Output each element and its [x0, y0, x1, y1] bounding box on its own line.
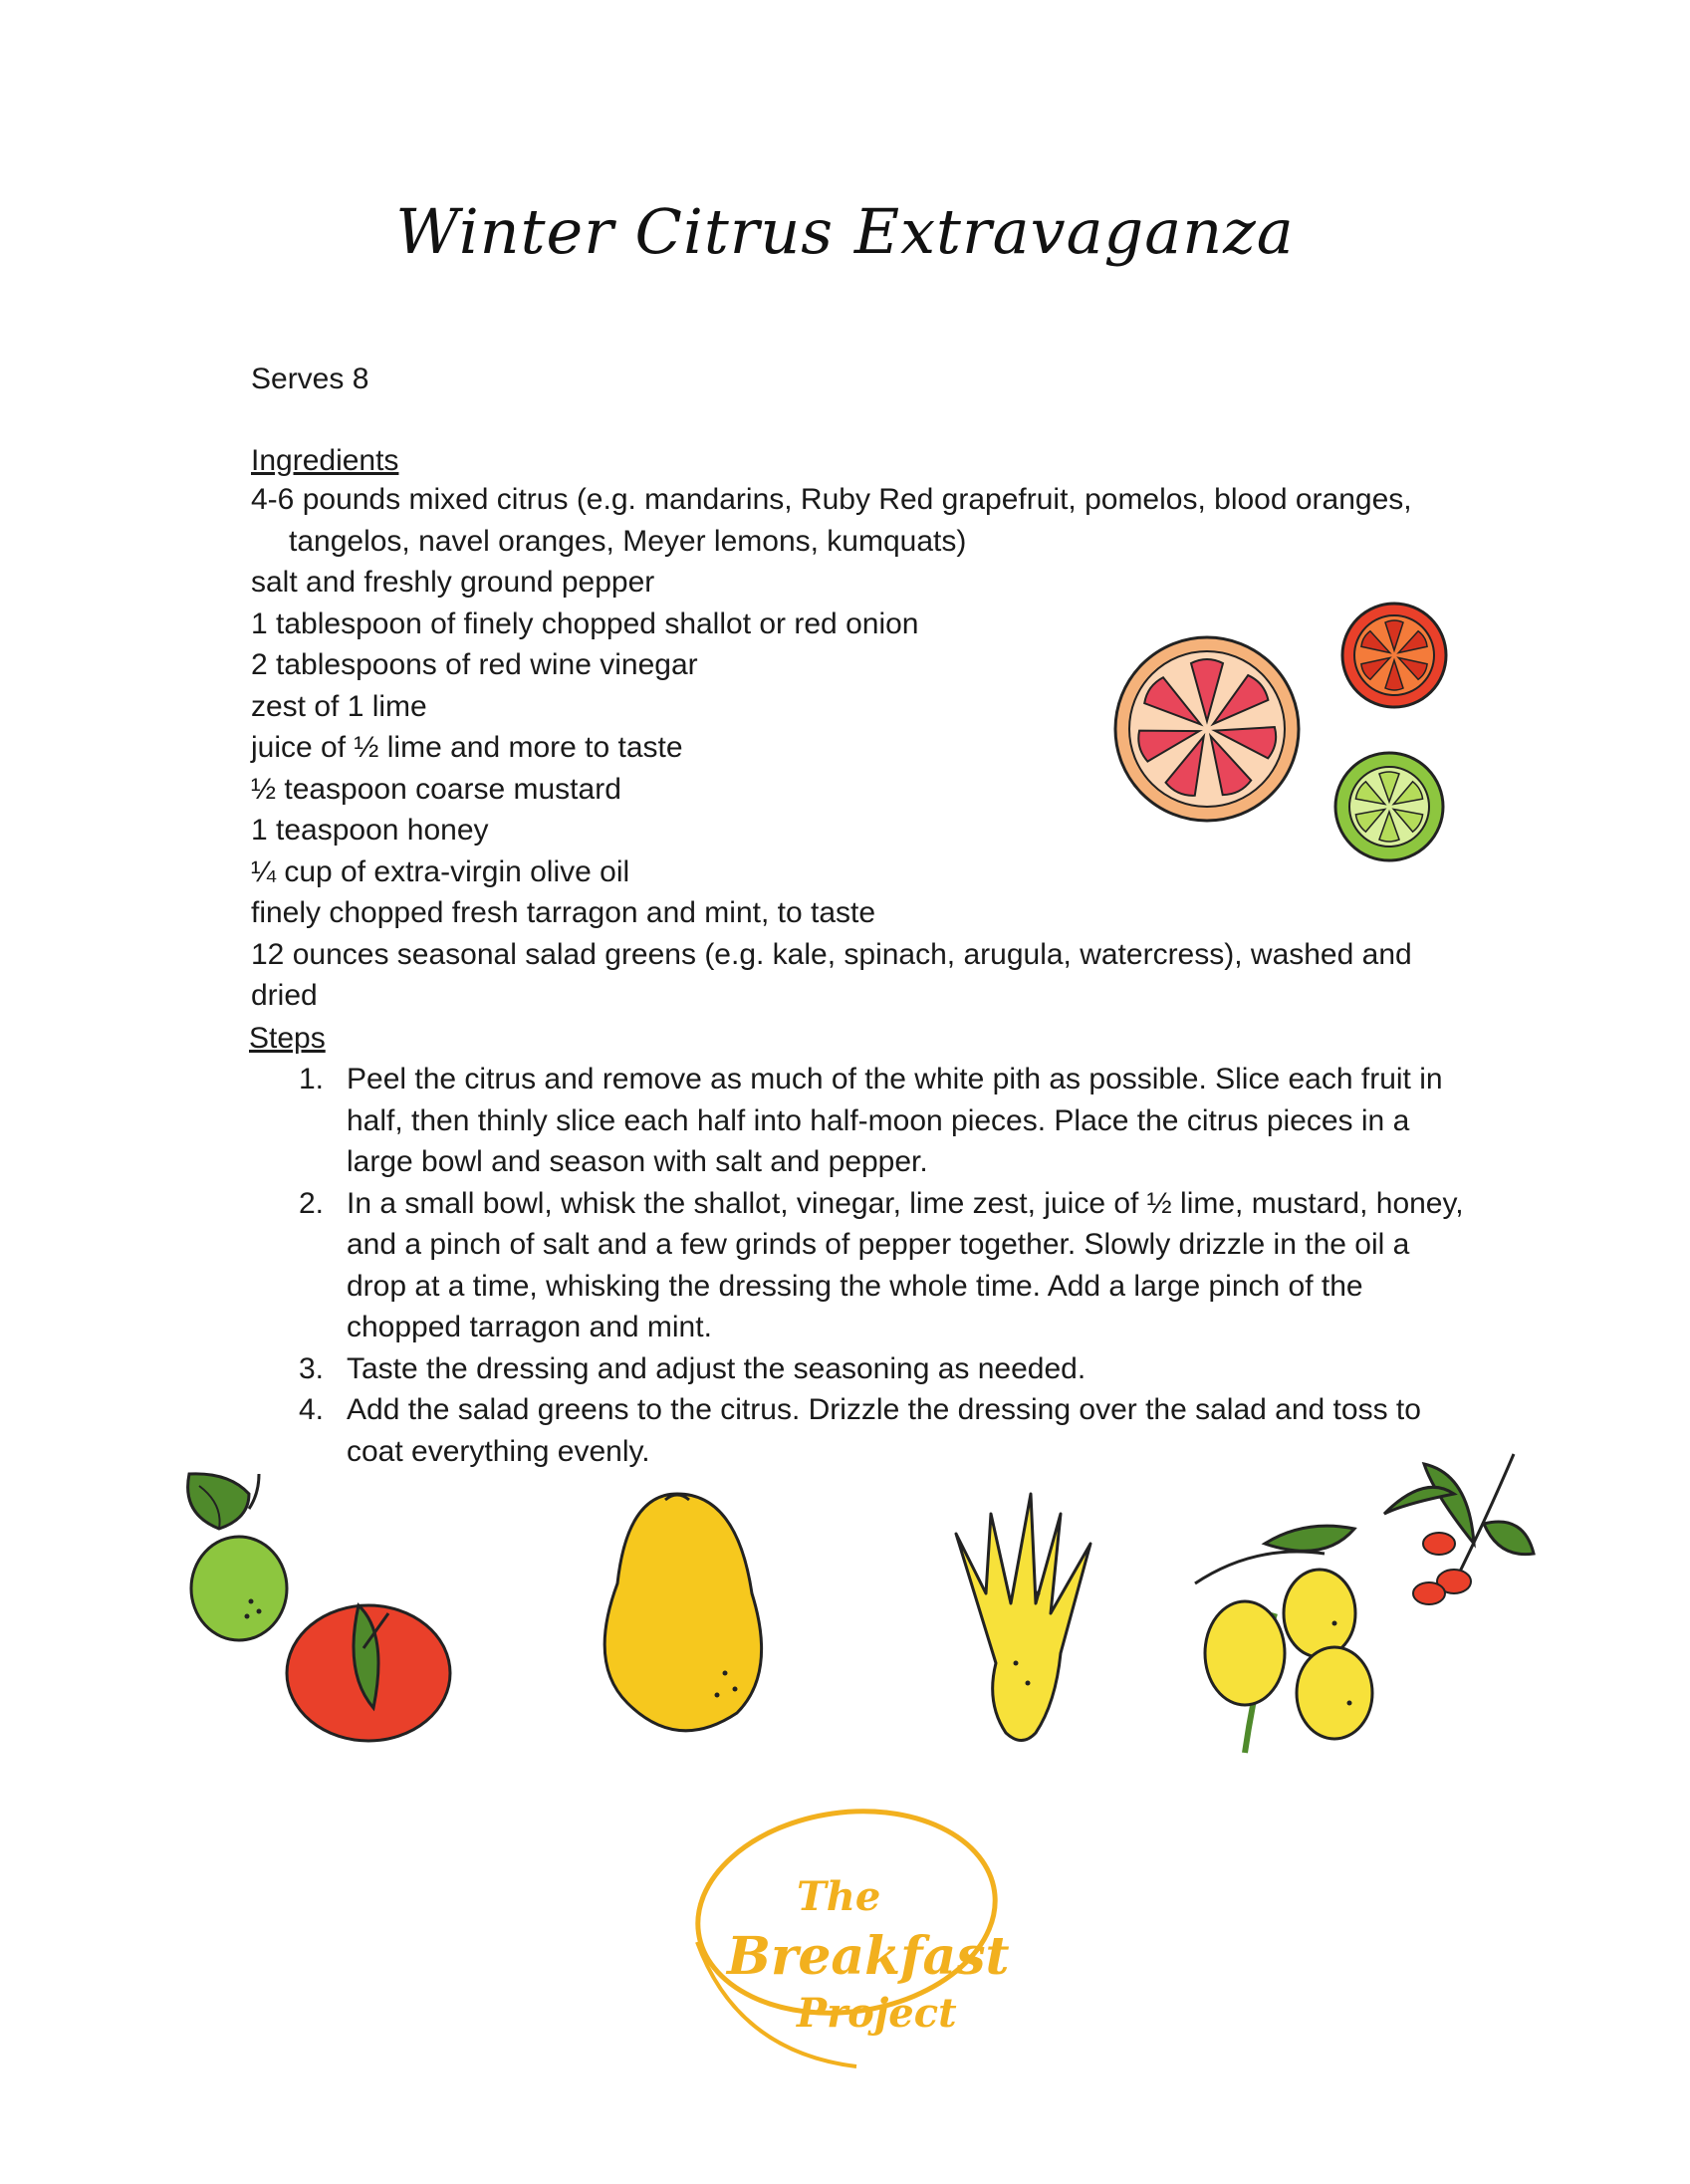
logo-text-the: The: [797, 1873, 881, 1920]
step-item: [291, 1183, 1472, 1348]
ingredient-item: 1 teaspoon honey: [251, 814, 489, 847]
lime-slice-icon: [1335, 753, 1443, 860]
ingredient-item: ½ teaspoon coarse mustard: [251, 772, 621, 806]
fruit-row-illustration: [159, 1434, 1554, 1773]
grapefruit-slice-icon: [1115, 637, 1299, 821]
step-item: [291, 1059, 1472, 1183]
buddhas-hand-icon: [956, 1494, 1090, 1741]
step-text: Add the salad greens to the citrus. Drizzle the dressing over the salad and toss to coat everything evenly.: [347, 1393, 1421, 1468]
recipe-title: Winter Citrus Extravaganza: [395, 195, 1295, 268]
logo-text-breakfast: Breakfast: [727, 1926, 1010, 1987]
step-text: Peel the citrus and remove as much of the white pith as possible. Slice each fruit in half, then thinly slice each half into half-moon pieces. Place the citrus pieces in a large bowl and season with salt and pepper.: [347, 1063, 1443, 1178]
ingredient-item: juice of ½ lime and more to taste: [251, 731, 683, 764]
kumquat-branch-icon: [1384, 1454, 1534, 1604]
breakfast-project-logo: [657, 1793, 1016, 2081]
ingredient-item: 1 tablespoon of finely chopped shallot or red onion: [251, 607, 919, 640]
step-item: [291, 1348, 1472, 1390]
ingredient-item: zest of 1 lime: [251, 689, 427, 723]
ingredient-item: 2 tablespoons of red wine vinegar: [251, 648, 698, 681]
steps-heading: Steps: [249, 1022, 326, 1055]
ingredient-item: 4-6 pounds mixed citrus (e.g. mandarins, Ruby Red grapefruit, pomelos, blood oranges, tangelos, navel oranges, Meyer lemons, kumquats): [251, 483, 1412, 558]
ingredient-item: finely chopped fresh tarragon and mint, to taste: [251, 896, 876, 929]
ingredient-item: salt and freshly ground pepper: [251, 566, 655, 599]
ingredient-item: ¼ cup of extra-virgin olive oil: [251, 854, 630, 888]
blood-orange-slice-icon: [1342, 604, 1446, 707]
lime-icon: [188, 1474, 287, 1640]
step-text: Taste the dressing and adjust the seasoning as needed.: [347, 1351, 1086, 1385]
ingredients-heading: Ingredients: [251, 444, 399, 477]
step-text: In a small bowl, whisk the shallot, vinegar, lime zest, juice of ½ lime, mustard, honey, and a pinch of salt and a few grinds of pepper together. Slowly drizzle in the oil a drop at a time, whisking the dressing the whole time. Add a large pinch of the chopped tarragon and mint.: [347, 1186, 1464, 1343]
pomelo-icon: [604, 1494, 761, 1731]
step-number: 2.: [299, 1186, 325, 1220]
serves-line: Serves 8: [251, 363, 369, 395]
step-number: 1.: [299, 1063, 325, 1095]
citrus-slices-illustration: [1105, 598, 1504, 876]
steps-list: [291, 1059, 1464, 1472]
logo-text-project: Project: [797, 1990, 957, 2037]
step-number: 3.: [299, 1351, 325, 1385]
ingredient-item: 12 ounces seasonal salad greens (e.g. kale, spinach, arugula, watercress), washed and dried: [251, 937, 1412, 1012]
step-number: 4.: [299, 1393, 325, 1426]
lemon-branch-icon: [1195, 1526, 1372, 1753]
blood-orange-icon: [287, 1605, 450, 1741]
